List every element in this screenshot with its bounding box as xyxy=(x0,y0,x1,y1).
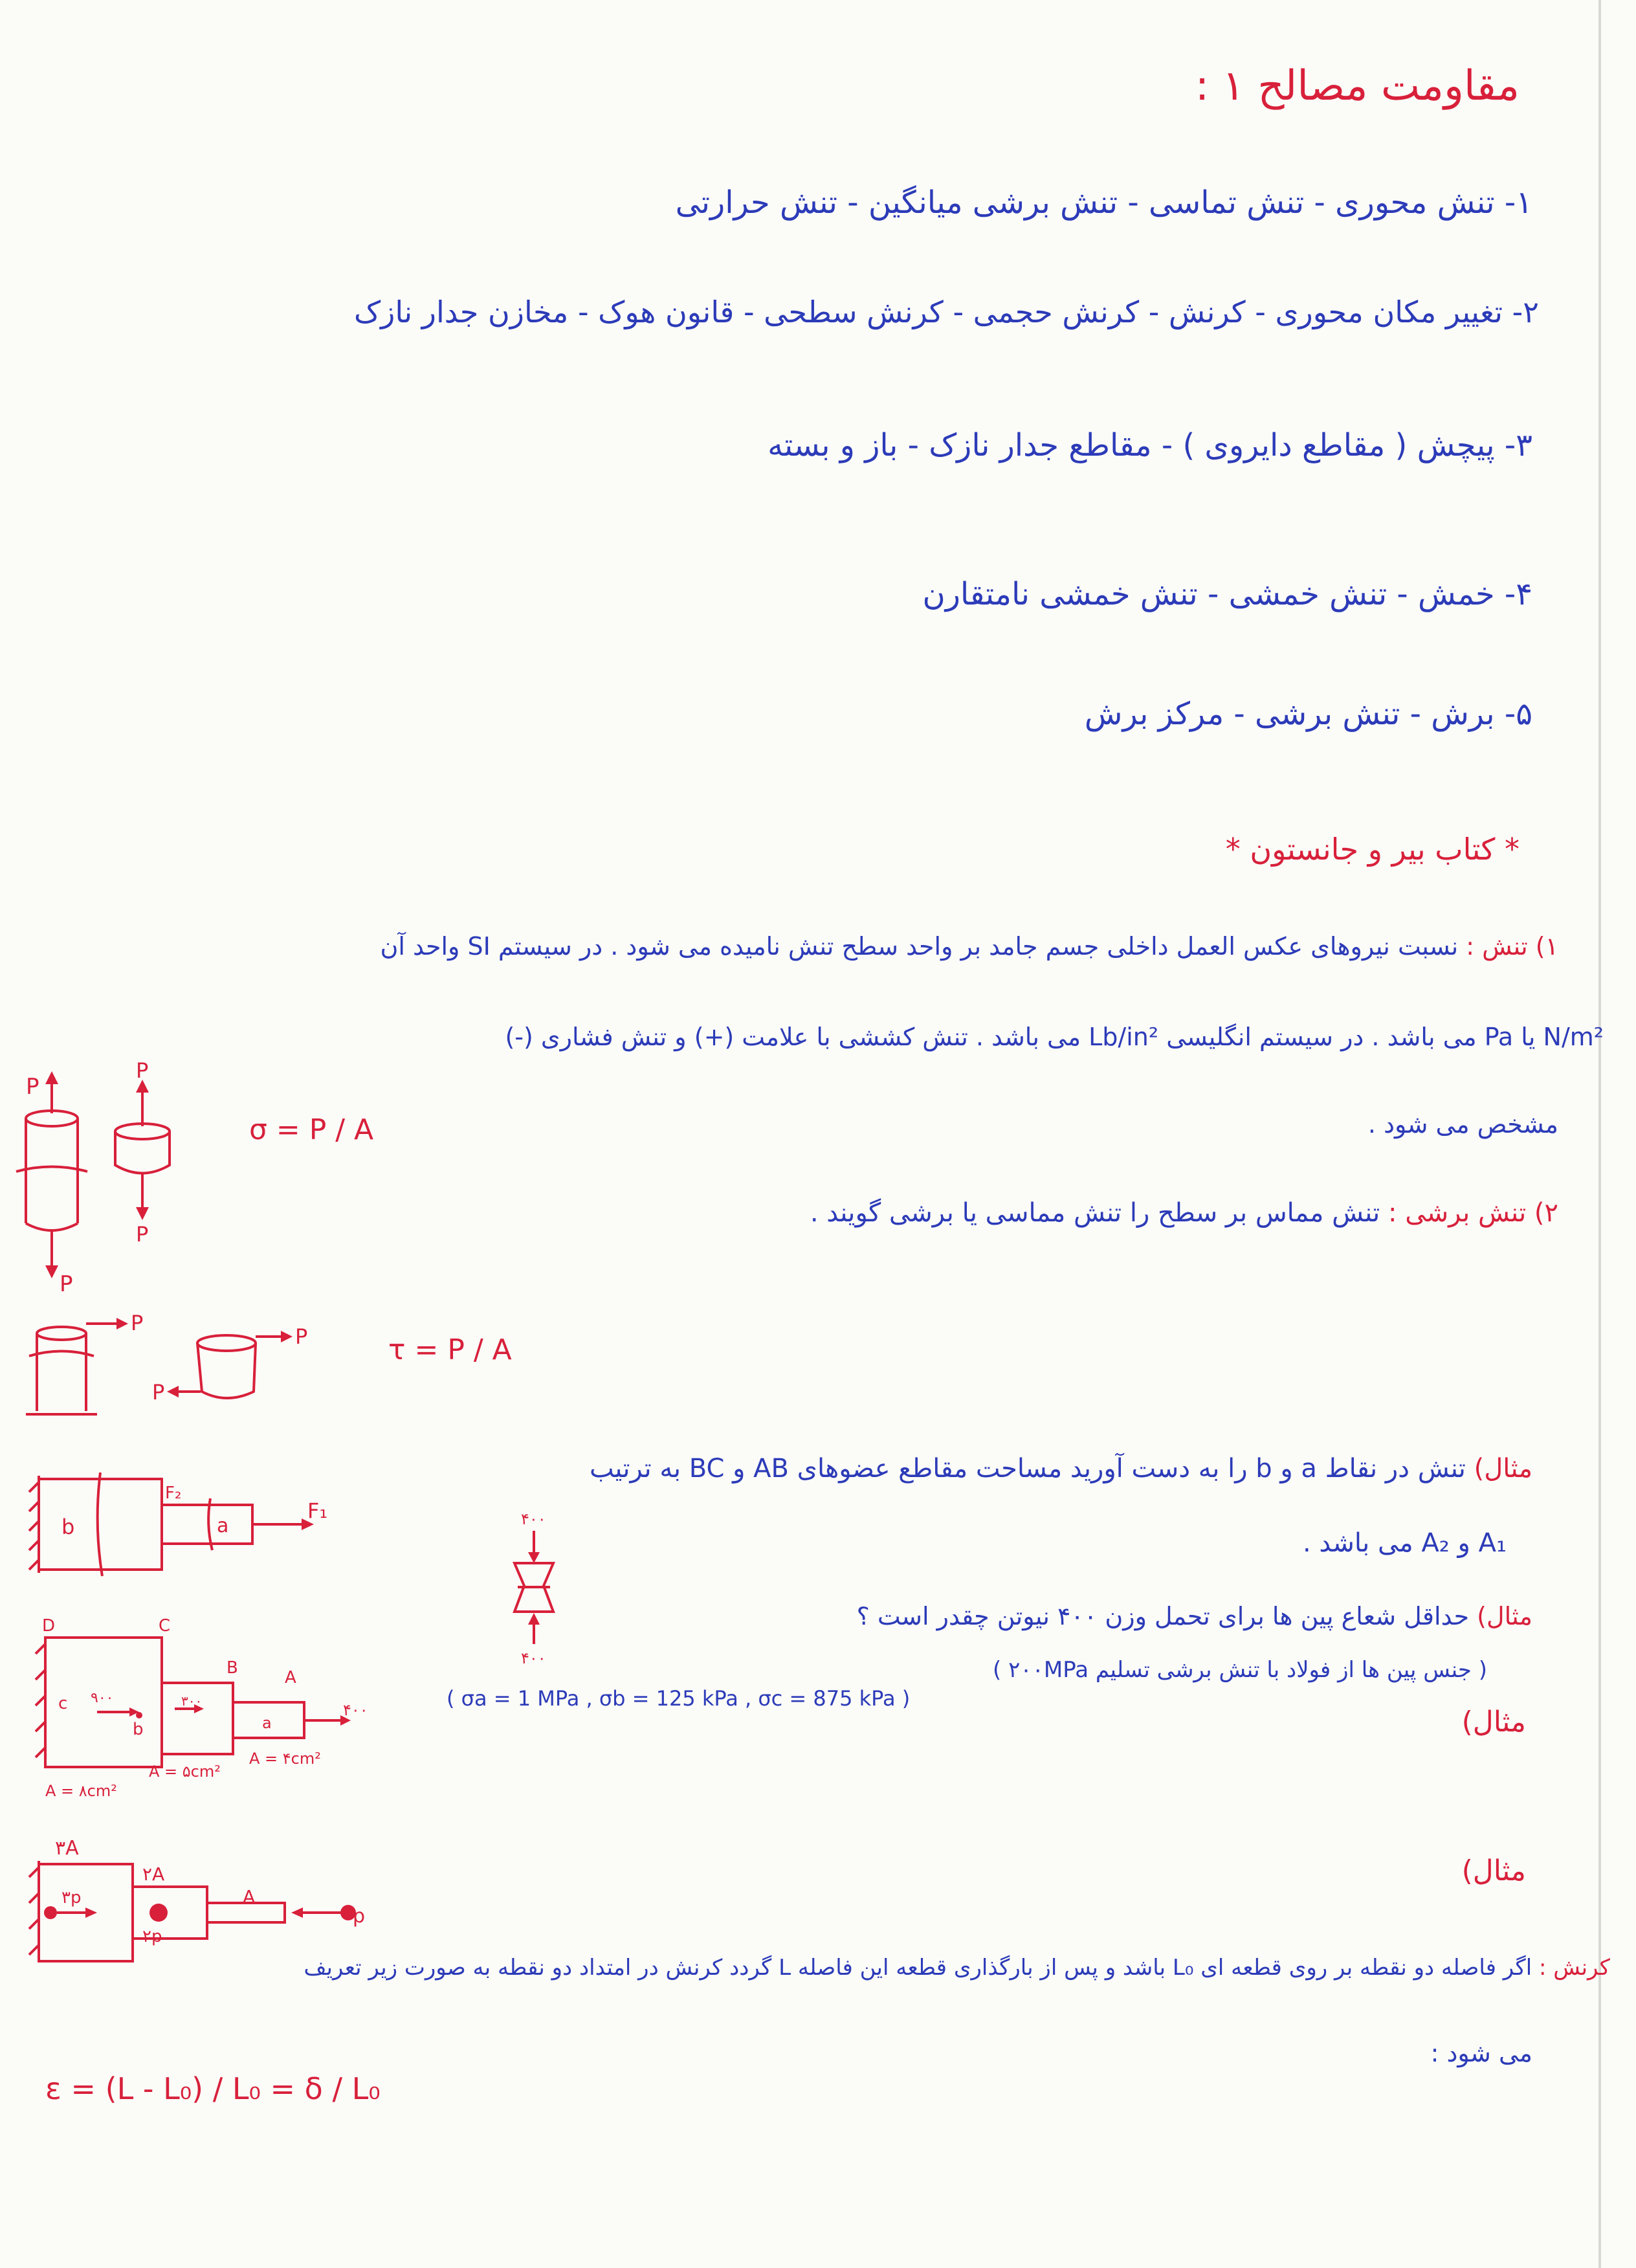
example4-stepped-bar-sketch xyxy=(19,1832,369,1974)
example3-label: مثال) xyxy=(1461,1706,1526,1739)
point-B-label: B xyxy=(227,1658,238,1678)
point-b-label: b xyxy=(133,1720,144,1739)
shear-definition xyxy=(810,1197,1558,1228)
pin-load-label: ۴۰۰ xyxy=(521,1510,546,1528)
topic-item-5 xyxy=(1085,696,1532,733)
load-p-label: p xyxy=(353,1905,366,1928)
shear-stress-sketch xyxy=(13,1307,311,1437)
point-D-label: D xyxy=(42,1616,56,1636)
load-label: P xyxy=(136,1222,149,1247)
example1-bar-sketch xyxy=(19,1469,343,1579)
pin-sketch xyxy=(498,1508,569,1670)
pin-load-label: ۴۰۰ xyxy=(521,1649,546,1667)
segment-ab xyxy=(162,1505,252,1544)
point-A-label: A xyxy=(285,1668,296,1687)
load-label: P xyxy=(60,1271,73,1297)
shear-text: تنش مماس بر سطح را تنش مماسی یا برشی گویند . xyxy=(810,1198,1380,1228)
strain-text: اگر فاصله دو نقطه بر روی قطعه ای L₀ باشد و پس از بارگذاری قطعه این فاصله L گردد کرنش در امتداد دو نقطه به صورت زیر تعریف xyxy=(304,1955,1532,1981)
topic-text: پیچش ( مقاطع دایروی ) - مقاطع جدار نازک - باز و بسته xyxy=(768,427,1495,463)
area-c-label: A = ۸cm² xyxy=(45,1782,117,1800)
area-A-label: A xyxy=(243,1886,256,1907)
example1-line1 xyxy=(590,1453,1532,1484)
example2-line1 xyxy=(857,1602,1532,1632)
point-C-label: C xyxy=(159,1616,171,1636)
strain-label: کرنش : xyxy=(1538,1955,1610,1981)
point-c-label: c xyxy=(58,1694,68,1713)
topic-number: ۵- xyxy=(1504,696,1532,732)
topic-item-2 xyxy=(354,295,1539,330)
strain-definition-line1 xyxy=(304,1955,1610,1981)
stress-definition-line1 xyxy=(381,932,1559,962)
example2-stepped-bar-sketch xyxy=(19,1618,382,1799)
example1-line2: A₁ و A₂ می باشد . xyxy=(1302,1528,1507,1558)
topic-item-4 xyxy=(922,576,1532,614)
load-label: P xyxy=(131,1311,144,1335)
area-a-label: A = ۴cm² xyxy=(249,1750,321,1768)
topic-text: تنش محوری - تنش تماسی - تنش برشی میانگین - تنش حرارتی xyxy=(675,184,1495,221)
topic-number: ۲- xyxy=(1512,295,1539,329)
area-3A-label: ۳A xyxy=(55,1837,79,1860)
shear-label: ۲) تنش برشی : xyxy=(1388,1198,1558,1228)
point-a-label: a xyxy=(217,1515,229,1537)
topic-item-1 xyxy=(676,184,1532,222)
stress-label: ۱) تنش : xyxy=(1466,932,1558,961)
topic-item-3 xyxy=(768,427,1532,465)
example4-label: مثال) xyxy=(1461,1854,1526,1887)
load-2p-label: ۲p xyxy=(142,1927,162,1946)
load-label: P xyxy=(136,1058,149,1083)
load-3p-label: ۳p xyxy=(61,1888,82,1907)
example-text: حداقل شعاع پین ها برای تحمل وزن ۴۰۰ نیوتن چقدر است ؟ xyxy=(856,1602,1470,1630)
shear-stress-formula: τ = P / A xyxy=(388,1333,512,1366)
example1-answers: ( σa = 1 MPa , σb = 125 kPa , σc = 875 kPa ) xyxy=(447,1686,911,1711)
stress-text-1: نسبت نیروهای عکس العمل داخلی جسم جامد بر واحد سطح تنش نامیده می شود . در سیستم SI واحد آن xyxy=(380,932,1459,961)
page-edge xyxy=(1598,0,1601,2268)
area-b-label: A = ۵cm² xyxy=(149,1762,221,1781)
strain-definition-line2: می شود : xyxy=(1430,2039,1532,2067)
stress-definition-line2: N/m² یا Pa می باشد . در سیستم انگلیسی Lb/in² می باشد . تنش کششی با علامت (+) و تنش فشاری (-) xyxy=(505,1023,1604,1051)
force-f2-label: F₂ xyxy=(165,1484,182,1503)
book-heading: * کتاب بیر و جانستون * xyxy=(1225,832,1520,867)
stress-definition-line3: مشخص می شود . xyxy=(1367,1110,1558,1139)
example-label: مثال) xyxy=(1474,1454,1532,1484)
topic-number: ۳- xyxy=(1504,427,1532,463)
example-text: تنش در نقاط a و b را به دست آورید مساحت مقاطع عضوهای AB و BC به ترتیب xyxy=(590,1454,1466,1484)
example-label: مثال) xyxy=(1477,1602,1532,1630)
area-2A-label: ۲A xyxy=(142,1863,165,1885)
arrow-head xyxy=(45,1071,58,1084)
page-title: مقاومت مصالح ۱ : xyxy=(1195,62,1520,110)
topic-text: برش - تنش برشی - مرکز برش xyxy=(1084,696,1495,732)
load-900-label: ۹۰۰ xyxy=(91,1690,114,1706)
example2-line2: ( جنس پین ها از فولاد با تنش برشی تسلیم ۲۰۰MPa ) xyxy=(993,1657,1487,1683)
topic-number: ۱- xyxy=(1504,184,1532,221)
load-400-label: ۴۰۰ xyxy=(343,1701,368,1719)
topic-text: خمش - تنش خمشی - تنش خمشی نامتقارن xyxy=(922,576,1495,612)
load-label: P xyxy=(152,1380,165,1405)
force-f1-label: F₁ xyxy=(307,1498,328,1523)
topic-text: تغییر مکان محوری - کرنش - کرنش حجمی - کرنش سطحی - قانون هوک - مخازن جدار نازک xyxy=(353,295,1503,329)
strain-formula: ε = (L - L₀) / L₀ = δ / L₀ xyxy=(45,2071,381,2106)
point-a-label: a xyxy=(262,1714,272,1732)
load-label: P xyxy=(295,1324,308,1349)
load-label: P xyxy=(26,1074,39,1100)
point-b-label: b xyxy=(61,1515,75,1539)
load-300-label: ۳۰۰ xyxy=(181,1693,203,1709)
axial-stress-sketch xyxy=(13,1058,227,1301)
normal-stress-formula: σ = P / A xyxy=(249,1113,374,1146)
topic-number: ۴- xyxy=(1504,576,1532,612)
